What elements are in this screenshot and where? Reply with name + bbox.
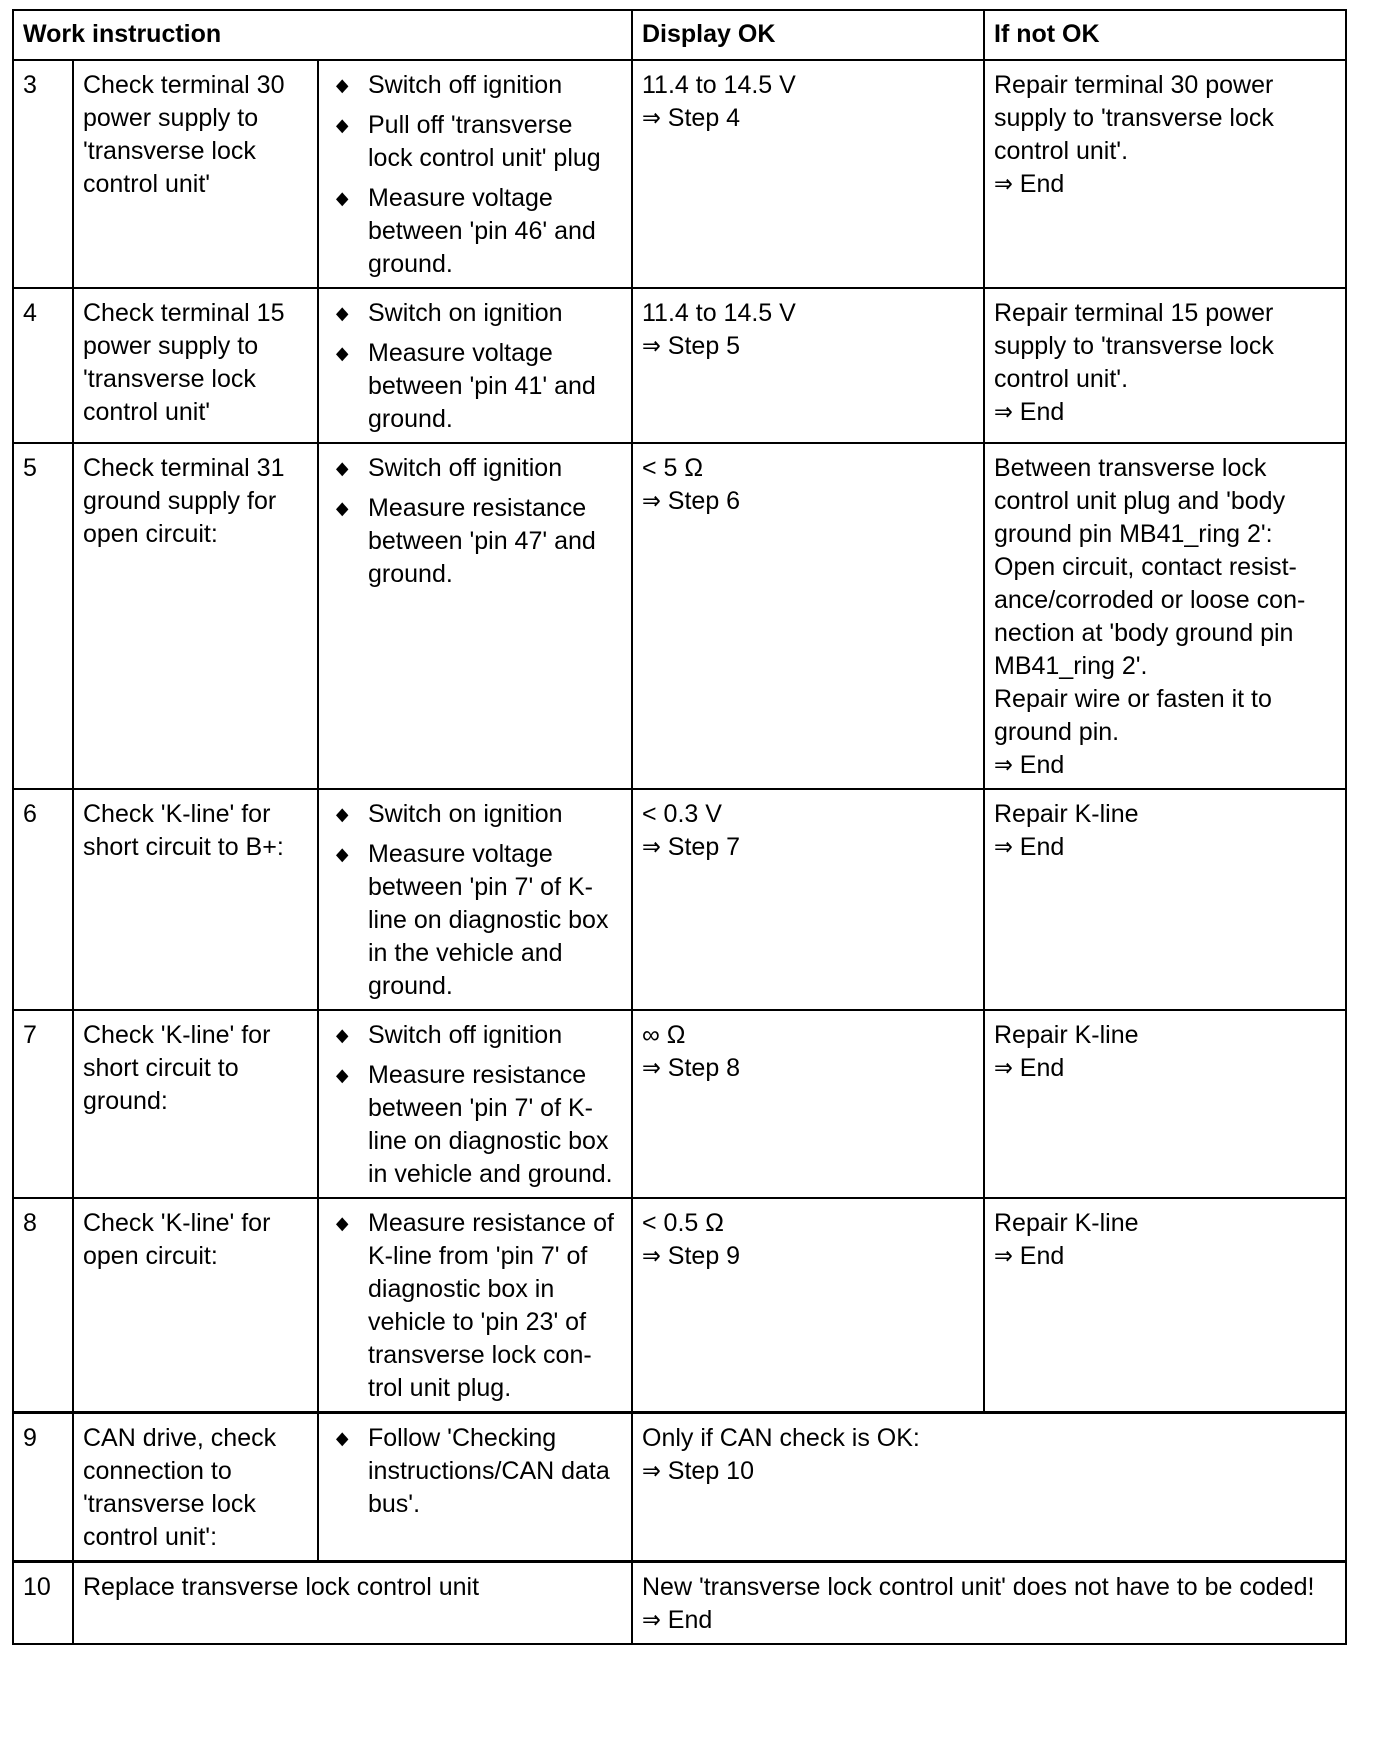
display-ok-line: < 5 Ω [642,454,704,482]
display-ok-line: ⇒ Step 6 [642,487,741,515]
step-number: 5 [13,443,73,789]
step-number: 3 [13,60,73,288]
display-ok-line: < 0.5 Ω [642,1209,724,1237]
step-number: 7 [13,1010,73,1198]
action-list [328,798,623,1003]
diamond-bullet-icon: ◆ [336,844,349,864]
action-list [328,69,623,281]
table-row [13,1562,1346,1645]
action-text: Switch off ignition [368,71,563,99]
header-work-instruction: Work instruction [13,10,632,60]
table-row [13,789,1346,1010]
if-not-ok-line: Between transverse lock control unit plug and 'body ground pin MB41_ring 2': Open circuit, contact resist-ance/corroded or loose con-nection at 'body ground pin MB41_ring 2'. [994,454,1306,680]
display-ok-cell [632,288,984,443]
result-line: New 'transverse lock control unit' does not have to be coded! [642,1573,1315,1601]
if-not-ok-cell [984,1198,1346,1413]
display-ok-line: ⇒ Step 8 [642,1054,741,1082]
action-list [328,1422,623,1521]
action-text: Switch off ignition [368,1021,563,1049]
result-line: ⇒ Step 10 [642,1457,754,1485]
action-item [328,297,623,330]
check-description: Check 'K-line' for open circuit: [73,1198,318,1413]
action-cell [318,1413,632,1562]
display-ok-line: < 0.3 V [642,800,722,828]
result-line: ⇒ End [642,1606,713,1634]
action-item [328,69,623,102]
diamond-bullet-icon: ◆ [336,1428,349,1448]
if-not-ok-line: Repair terminal 30 power supply to 'transverse lock control unit'. [994,71,1274,165]
action-item [328,1019,623,1052]
diamond-bullet-icon: ◆ [336,343,349,363]
result-cell [632,1413,1346,1562]
table-row [13,1413,1346,1562]
diamond-bullet-icon: ◆ [336,115,349,135]
display-ok-line: ⇒ Step 9 [642,1242,741,1270]
table-row [13,1010,1346,1198]
diamond-bullet-icon: ◆ [336,188,349,208]
action-text: Measure resistance between 'pin 47' and ground. [368,494,596,588]
if-not-ok-line: Repair K-line [994,800,1139,828]
diamond-bullet-icon: ◆ [336,303,349,323]
action-list [328,1207,623,1405]
if-not-ok-line: Repair K-line [994,1021,1139,1049]
diamond-bullet-icon: ◆ [336,498,349,518]
action-item [328,838,623,1003]
display-ok-cell [632,443,984,789]
check-description: Check 'K-line' for short circuit to ground: [73,1010,318,1198]
display-ok-cell [632,60,984,288]
action-text: Measure resistance of K-line from 'pin 7' of diagnostic box in vehicle to 'pin 23' of transverse lock con-trol unit plug. [368,1209,614,1402]
if-not-ok-cell [984,1010,1346,1198]
check-description: Check 'K-line' for short circuit to B+: [73,789,318,1010]
step-number: 6 [13,789,73,1010]
table-row [13,288,1346,443]
if-not-ok-line: ⇒ End [994,398,1065,426]
action-text: Switch on ignition [368,299,563,327]
if-not-ok-line: Repair terminal 15 power supply to 'transverse lock control unit'. [994,299,1274,393]
action-item [328,182,623,281]
display-ok-cell [632,1010,984,1198]
action-cell [318,1198,632,1413]
if-not-ok-line: ⇒ End [994,751,1065,779]
display-ok-line: ⇒ Step 7 [642,833,741,861]
action-text: Follow 'Checking instructions/CAN data bus'. [368,1424,610,1518]
display-ok-line: ∞ Ω [642,1021,686,1049]
action-item [328,1207,623,1405]
action-text: Pull off 'transverse lock control unit' plug [368,111,601,172]
diamond-bullet-icon: ◆ [336,1025,349,1045]
action-item [328,1422,623,1521]
action-text: Switch on ignition [368,800,563,828]
check-description: Check terminal 15 power supply to 'transverse lock control unit' [73,288,318,443]
result-line: Only if CAN check is OK: [642,1424,920,1452]
action-item [328,452,623,485]
action-item [328,1059,623,1191]
check-description: CAN drive, check connection to 'transverse lock control unit': [73,1413,318,1562]
display-ok-line: ⇒ Step 5 [642,332,741,360]
display-ok-cell [632,789,984,1010]
diamond-bullet-icon: ◆ [336,1213,349,1233]
action-text: Measure voltage between 'pin 46' and ground. [368,184,596,278]
action-list [328,1019,623,1191]
if-not-ok-line: Repair wire or fasten it to ground pin. [994,685,1272,746]
table-row [13,443,1346,789]
diamond-bullet-icon: ◆ [336,804,349,824]
action-list [328,452,623,591]
action-text: Measure voltage between 'pin 41' and ground. [368,339,596,433]
action-cell [318,60,632,288]
if-not-ok-line: Repair K-line [994,1209,1139,1237]
work-instruction-table [12,9,1347,1645]
check-description: Check terminal 31 ground supply for open circuit: [73,443,318,789]
if-not-ok-cell [984,288,1346,443]
action-text: Switch off ignition [368,454,563,482]
if-not-ok-line: ⇒ End [994,170,1065,198]
if-not-ok-line: ⇒ End [994,833,1065,861]
if-not-ok-cell [984,443,1346,789]
diamond-bullet-icon: ◆ [336,75,349,95]
action-item [328,798,623,831]
display-ok-line: ⇒ Step 4 [642,104,741,132]
if-not-ok-line: ⇒ End [994,1054,1065,1082]
action-cell [318,288,632,443]
header-row [13,10,1346,60]
display-ok-line: 11.4 to 14.5 V [642,299,796,327]
action-text: Measure resistance between 'pin 7' of K-line on diagnostic box in vehicle and ground. [368,1061,613,1188]
action-cell [318,1010,632,1198]
display-ok-line: 11.4 to 14.5 V [642,71,796,99]
action-cell [318,789,632,1010]
if-not-ok-cell [984,789,1346,1010]
step-number: 8 [13,1198,73,1413]
check-description: Check terminal 30 power supply to 'transverse lock control unit' [73,60,318,288]
if-not-ok-cell [984,60,1346,288]
check-description: Replace transverse lock control unit [73,1562,632,1645]
step-number: 9 [13,1413,73,1562]
action-cell [318,443,632,789]
step-number: 10 [13,1562,73,1645]
display-ok-cell [632,1198,984,1413]
action-item [328,492,623,591]
diamond-bullet-icon: ◆ [336,458,349,478]
action-item [328,337,623,436]
action-item [328,109,623,175]
table-row [13,60,1346,288]
diamond-bullet-icon: ◆ [336,1065,349,1085]
result-cell [632,1562,1346,1645]
step-number: 4 [13,288,73,443]
action-list [328,297,623,436]
if-not-ok-line: ⇒ End [994,1242,1065,1270]
work-instruction-document [12,9,1347,1645]
action-text: Measure voltage between 'pin 7' of K-line on diagnostic box in the vehicle and ground. [368,840,609,1000]
header-display-ok: Display OK [632,10,984,60]
table-row [13,1198,1346,1413]
header-if-not-ok: If not OK [984,10,1346,60]
